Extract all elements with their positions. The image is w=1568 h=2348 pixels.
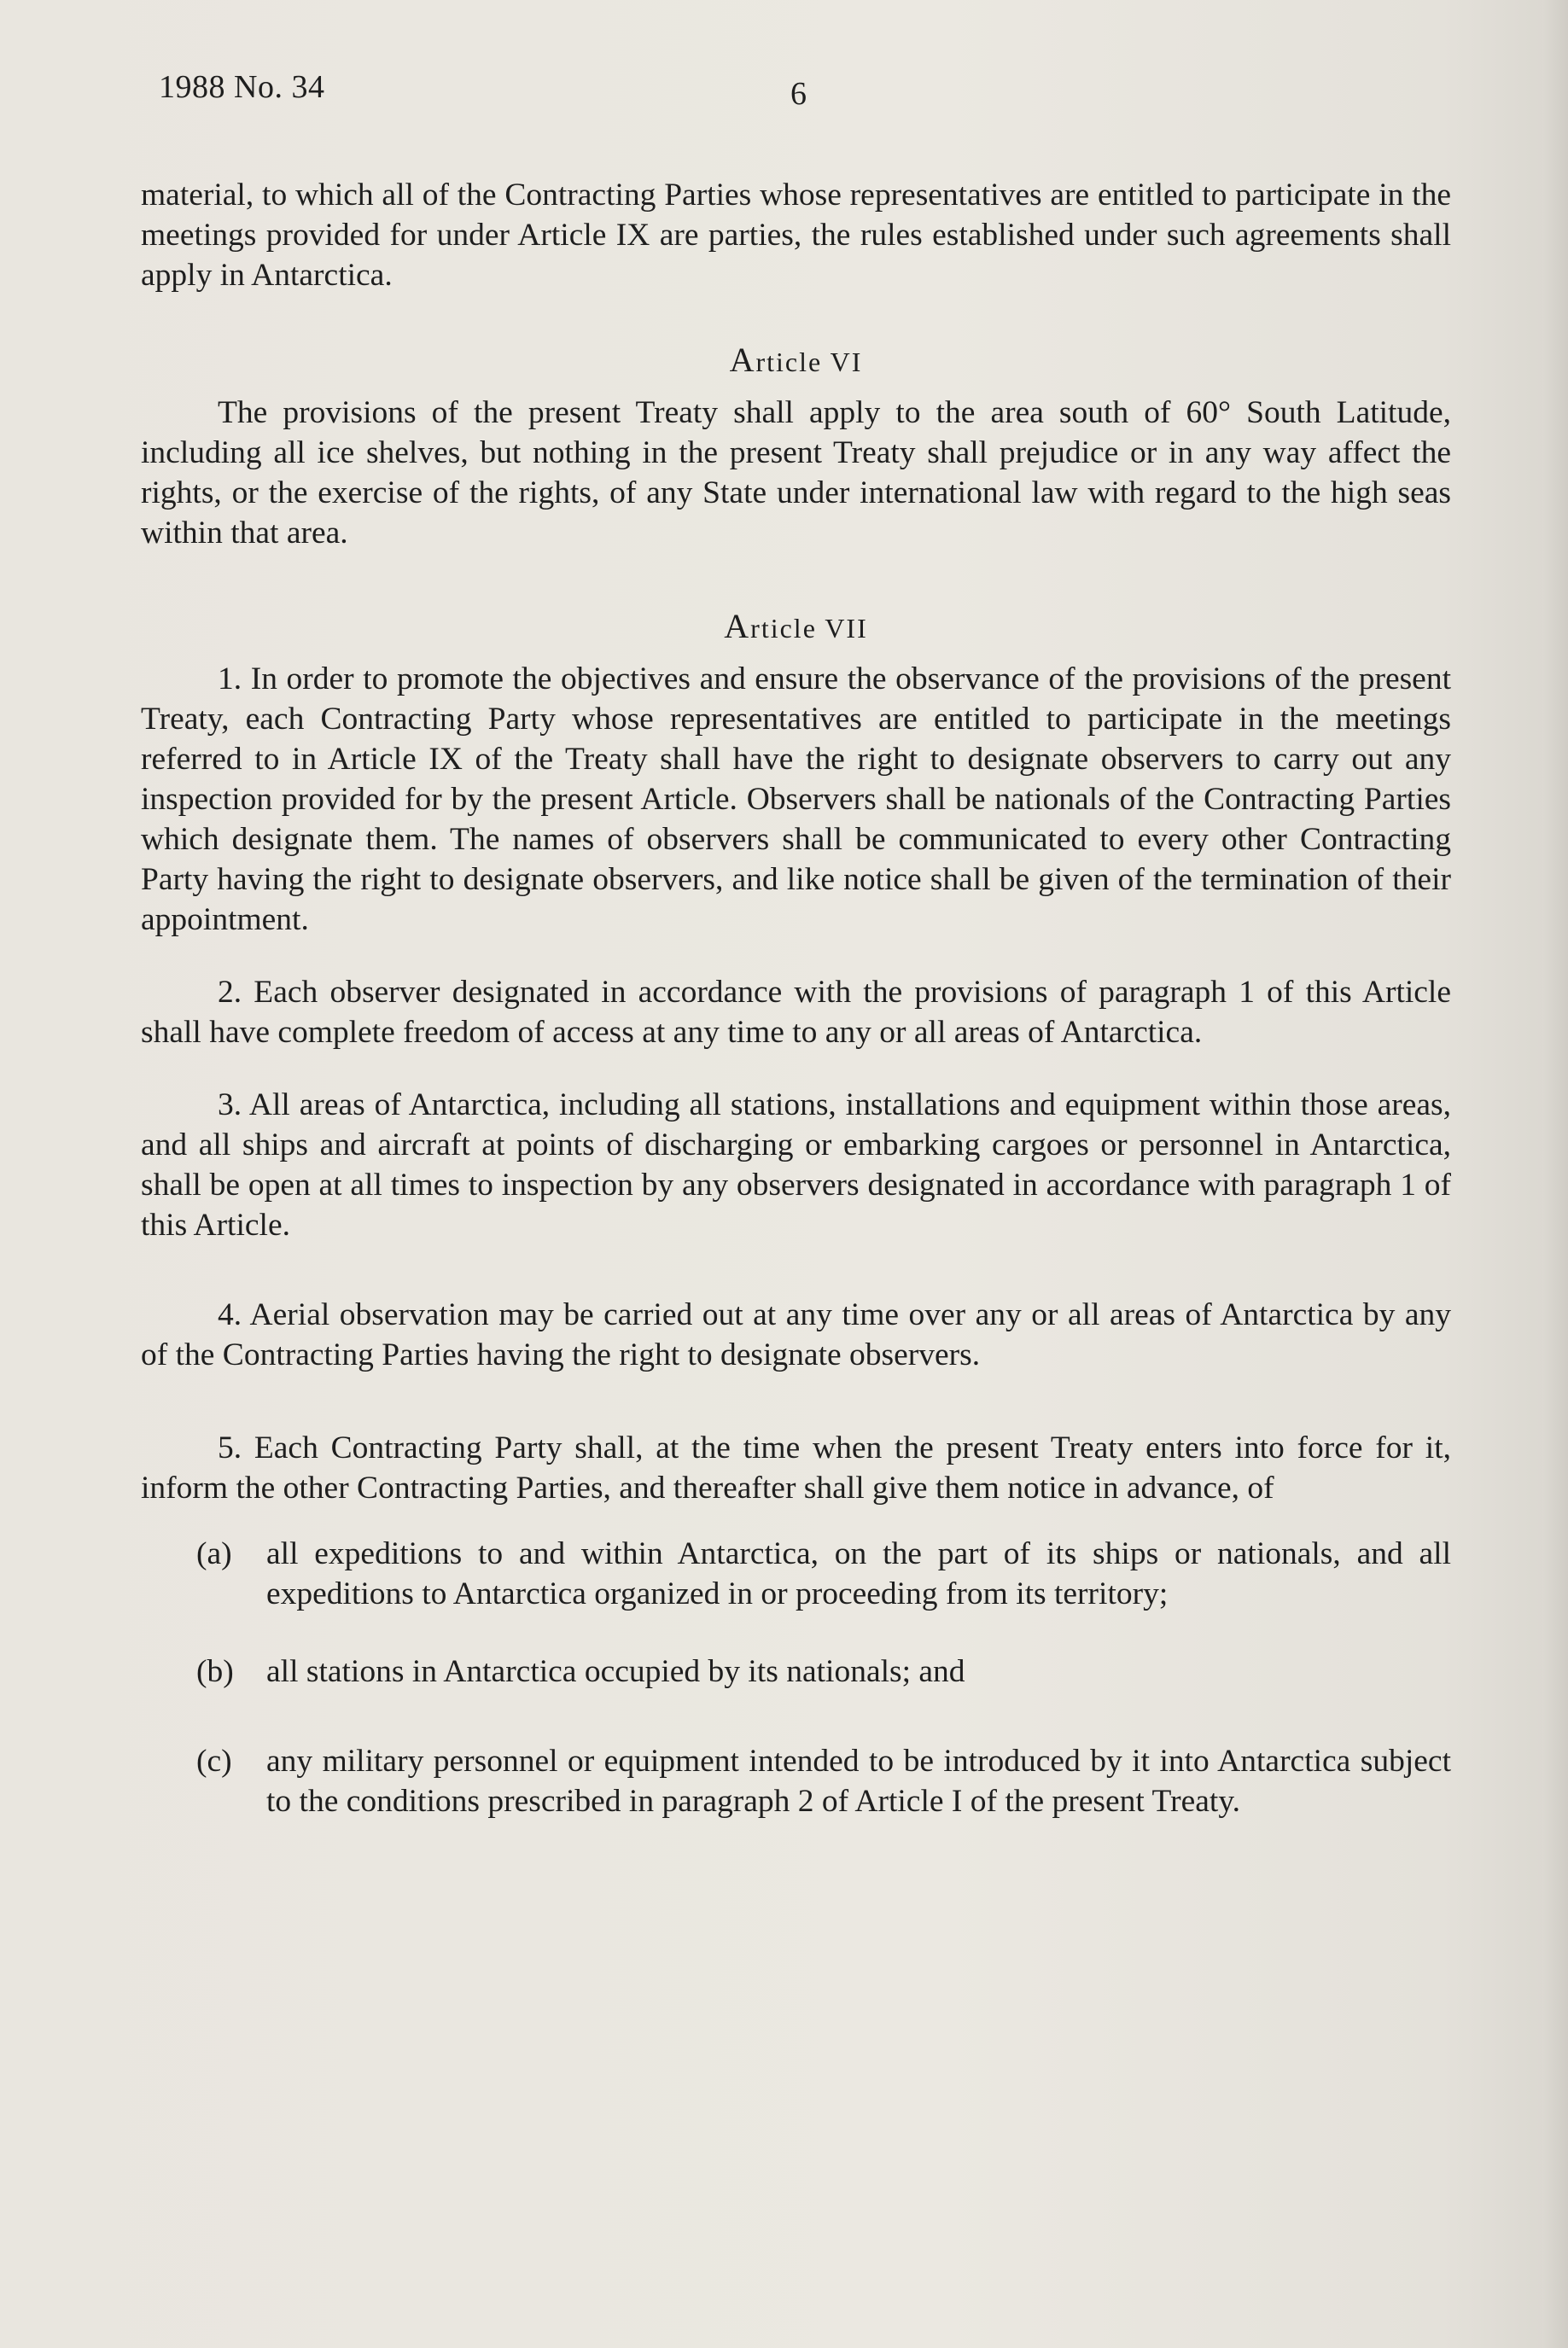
list-item-a [141,1534,1451,1614]
list-text: any military personnel or equipment intended to be introduced by it into Antarctica subject to the conditions prescribed in paragraph 2 of Article I of the present Treaty. [266,1744,1451,1819]
page-edge-shadow [1542,0,1568,2348]
article-vii-paragraph-3: 3. All areas of Antarctica, including all stations, installations and equipment within those areas, and all ships and aircraft at points of discharging or embarking cargoes or personnel in Antarctica, shall be open at all times to inspection by any observers designated in accordance with paragraph 1 of this Article. [141,1087,1451,1243]
list-text: all expeditions to and within Antarctica, on the part of its ships or nationals, and all expeditions to Antarctica organized in or proceeding from its territory; [266,1536,1451,1611]
page-number: 6 [790,76,807,112]
list-marker: (a) [196,1536,232,1571]
list-text: all stations in Antarctica occupied by its nationals; and [266,1654,965,1689]
running-head: 1988 No. 34 [159,69,325,105]
article-vii-paragraph-1: 1. In order to promote the objectives and ensure the observance of the provisions of the present Treaty, each Contracting Party whose representatives are entitled to participate in the meetings referred to in Article IX of the Treaty shall have the right to designate observers to carry out any inspection provided for by the present Article. Observers shall be nationals of the Contracting Parties which designate them. The names of observers shall be communicated to every other Contracting Party having the right to designate observers, and like notice shall be given of the termination of their appointment. [141,661,1451,937]
list-item-c [141,1741,1451,1821]
document-body [141,175,1451,1821]
list-marker: (b) [196,1654,234,1689]
article-vii-paragraph-2: 2. Each observer designated in accordance with the provisions of paragraph 1 of this Article shall have complete freedom of access at any time to any or all areas of Antarctica. [141,975,1451,1050]
article-vii-paragraph-5: 5. Each Contracting Party shall, at the time when the present Treaty enters into force for it, inform the other Contracting Parties, and thereafter shall give them notice in advance, of [141,1430,1451,1506]
list-marker: (c) [196,1744,232,1779]
article-vii-heading: Article VII [724,607,868,645]
article-vi-paragraph: The provisions of the present Treaty shall apply to the area south of 60° South Latitude, including all ice shelves, but nothing in the present Treaty shall prejudice or in any way affect the rights, or the exercise of the rights, of any State under international law with regard to the high seas within that area. [141,395,1451,551]
article-vii-paragraph-4: 4. Aerial observation may be carried out at any time over any or all areas of Antarctica by any of the Contracting Parties having the right to designate observers. [141,1297,1451,1372]
list-item-b [141,1652,1451,1692]
article-vi-heading: Article VI [729,341,863,379]
intro-paragraph: material, to which all of the Contracting Parties whose representatives are entitled to participate in the meetings provided for under Article IX are parties, the rules established under such agreements shall apply in Antarctica. [141,178,1451,293]
